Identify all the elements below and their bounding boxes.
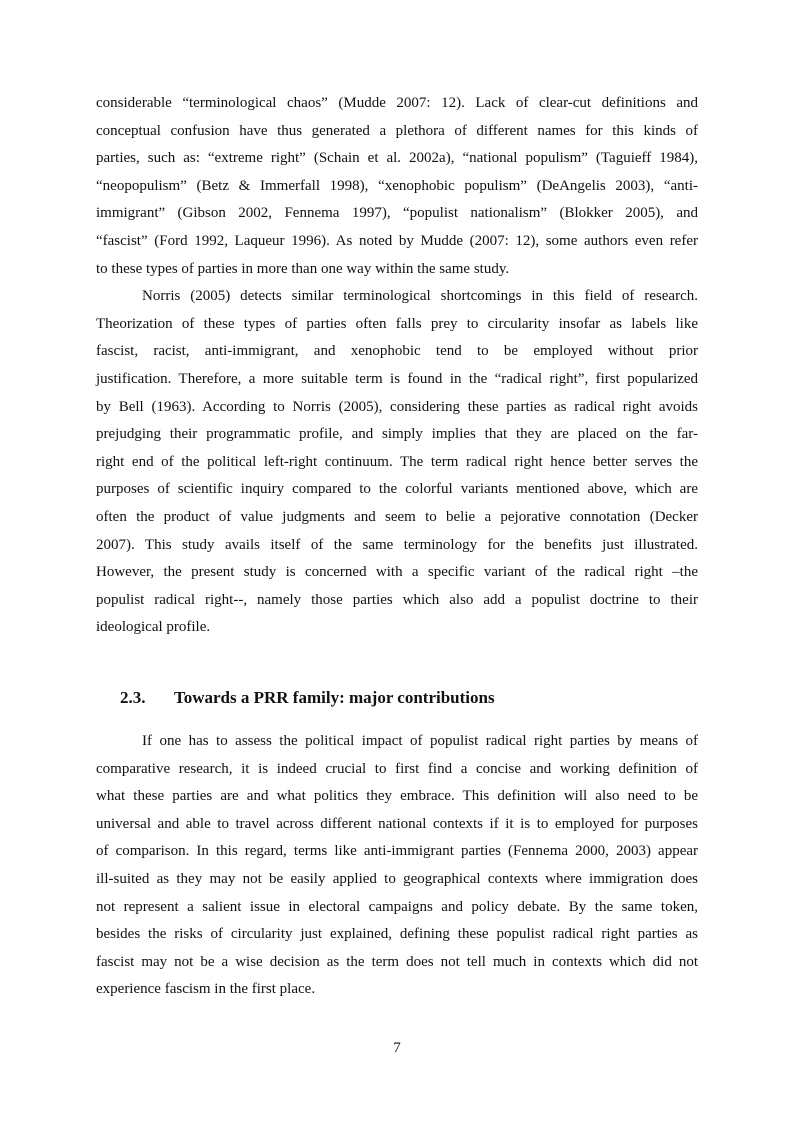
paragraph-3 xyxy=(96,728,698,1004)
text-line: justification. Therefore, a more suitable term is found in the “radical right”, first popularized xyxy=(96,370,698,387)
text-line: ill-suited as they may not be easily applied to geographical contexts where immigration does xyxy=(96,870,698,887)
section-number: 2.3. xyxy=(120,688,146,707)
text-line: universal and able to travel across different national contexts if it is to employed for purposes xyxy=(96,815,698,832)
text-line: purposes of scientific inquiry compared to the colorful variants mentioned above, which are xyxy=(96,481,698,498)
text-line: immigrant” (Gibson 2002, Fennema 1997), “populist nationalism” (Blokker 2005), and xyxy=(96,205,698,222)
section-heading xyxy=(120,688,495,708)
text-line: If one has to assess the political impact of populist radical right parties by means of xyxy=(142,733,698,749)
text-line: prejudging their programmatic profile, and simply implies that they are placed on the far- xyxy=(96,426,698,443)
text-line: populist radical right--, namely those parties which also add a populist doctrine to their xyxy=(96,591,698,608)
page-number: 7 xyxy=(393,1040,401,1056)
text-line: by Bell (1963). According to Norris (2005), considering these parties as radical right avoids xyxy=(96,398,698,415)
text-line: experience fascism in the first place. xyxy=(96,981,316,998)
text-line: parties, such as: “extreme right” (Schain et al. 2002a), “national populism” (Taguieff 1984), xyxy=(96,150,698,167)
text-line: 2007). This study avails itself of the same terminology for the benefits just illustrated. xyxy=(96,536,698,553)
section-title: Towards a PRR family: major contributions xyxy=(173,688,495,707)
text-line: comparative research, it is indeed crucial to first find a concise and working definition of xyxy=(96,760,698,777)
paragraph-1 xyxy=(96,90,698,283)
paragraph-2 xyxy=(96,283,698,642)
text-line: not represent a salient issue in electoral campaigns and policy debate. By the same token, xyxy=(96,898,698,915)
text-line: conceptual confusion have thus generated a plethora of different names for this kinds of xyxy=(96,122,698,139)
text-line: fascist may not be a wise decision as the term does not tell much in contexts which did not xyxy=(96,953,698,970)
text-line: right end of the political left-right continuum. The term radical right hence better serves the xyxy=(96,453,698,470)
text-line: ideological profile. xyxy=(96,619,211,636)
text-line: “fascist” (Ford 1992, Laqueur 1996). As noted by Mudde (2007: 12), some authors even refer xyxy=(96,232,698,249)
text-line: However, the present study is concerned with a specific variant of the radical right –the xyxy=(96,564,698,581)
text-line: Theorization of these types of parties often falls prey to circularity insofar as labels like xyxy=(96,315,698,332)
text-line: considerable “terminological chaos” (Mudde 2007: 12). Lack of clear-cut definitions and xyxy=(96,95,698,111)
text-line: to these types of parties in more than one way within the same study. xyxy=(96,260,510,277)
body-text-bottom xyxy=(96,728,698,1004)
text-line: often the product of value judgments and seem to belie a pejorative connotation (Decker xyxy=(96,508,698,525)
text-line: what these parties are and what politics they embrace. This definition will also need to be xyxy=(96,788,698,805)
text-line: “neopopulism” (Betz & Immerfall 1998), “xenophobic populism” (DeAngelis 2003), “anti- xyxy=(96,177,698,194)
text-line: besides the risks of circularity just explained, defining these populist radical right parties as xyxy=(96,926,698,943)
body-text-top xyxy=(96,90,698,642)
text-line: Norris (2005) detects similar terminological shortcomings in this field of research. xyxy=(142,288,698,305)
text-line: of comparison. In this regard, terms like anti-immigrant parties (Fennema 2000, 2003) appear xyxy=(96,843,698,860)
text-line: fascist, racist, anti-immigrant, and xenophobic tend to be employed without prior xyxy=(96,343,698,360)
